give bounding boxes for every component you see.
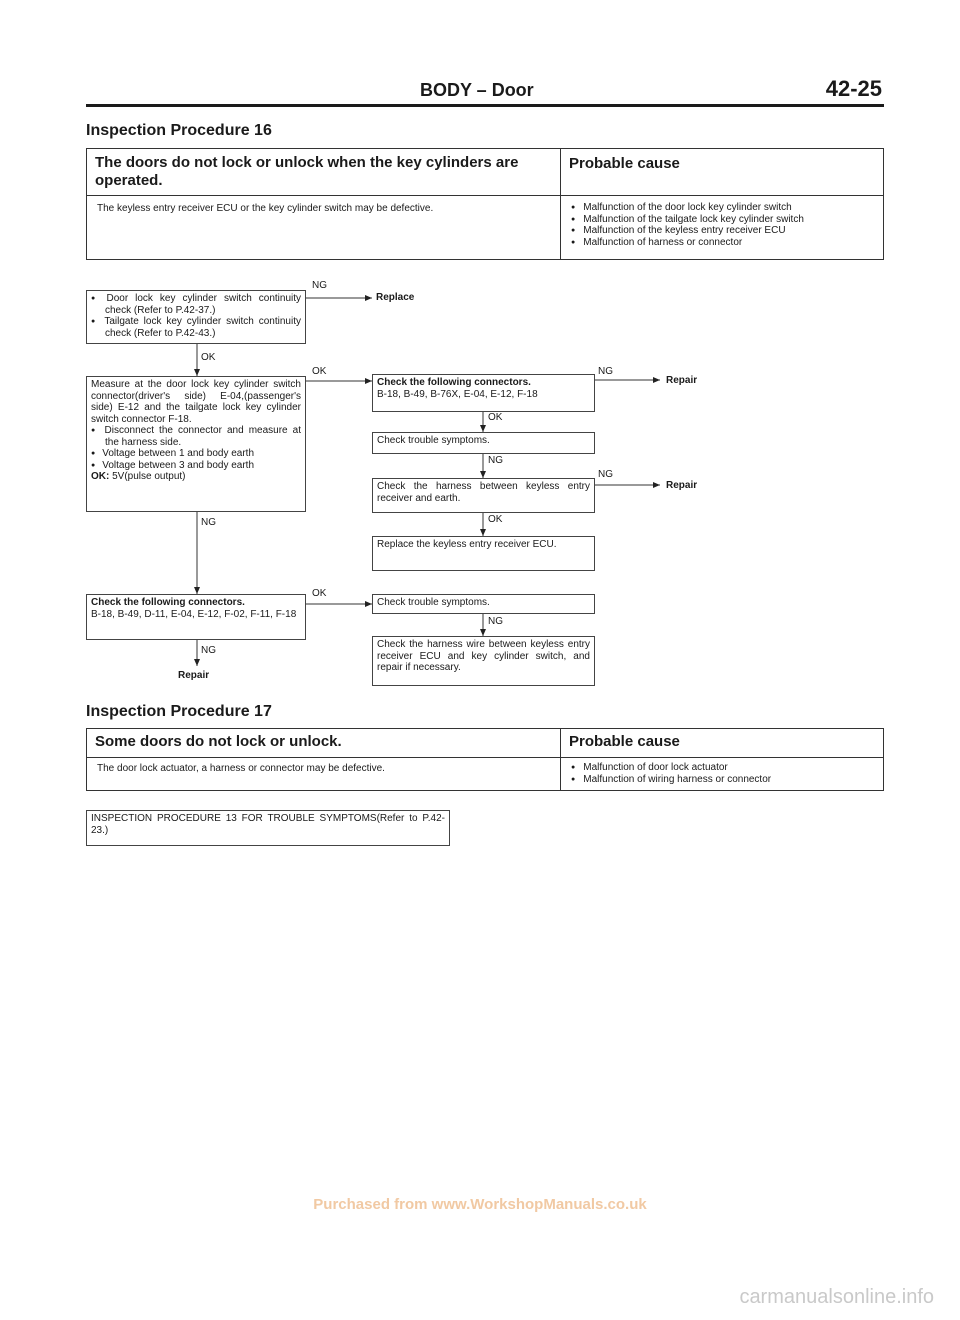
procedure-16-symptom: The doors do not lock or unlock when the key cylinders are operated. — [95, 154, 519, 189]
procedure-17-description: The door lock actuator, a harness or connector may be defective. — [97, 763, 385, 774]
procedure-17-title: Inspection Procedure 17 — [86, 703, 272, 720]
procedure-17-reference — [86, 810, 450, 846]
repair-result: Repair — [178, 670, 210, 681]
section-title: BODY – Door — [420, 80, 534, 100]
purchase-watermark: Purchased from www.WorkshopManuals.co.uk — [313, 1196, 647, 1213]
step-text: Check trouble symptoms. — [377, 597, 490, 608]
page-number: 42-25 — [825, 76, 882, 101]
table-divider — [87, 757, 883, 758]
step-item: ● Tailgate lock key cylinder switch continuity check (Refer to P.42-43.) — [91, 316, 301, 339]
step-text: Replace the keyless entry receiver ECU. — [377, 539, 557, 550]
procedure-17-cause-heading: Probable cause — [569, 733, 680, 750]
ng-label: NG — [201, 517, 216, 528]
procedure-17-symptom: Some doors do not lock or unlock. — [95, 733, 342, 750]
ng-label: NG — [201, 645, 216, 656]
connector-list: B-18, B-49, D-11, E-04, E-12, F-02, F-11, F-18 — [91, 608, 297, 620]
procedure-17-table — [86, 728, 884, 791]
cause-item: ● Malfunction of the keyless entry receiver ECU — [571, 225, 804, 237]
ok-label: OK — [201, 352, 216, 363]
ok-spec-label: OK: — [91, 471, 110, 482]
connector-list: B-18, B-49, B-76X, E-04, E-12, F-18 — [377, 388, 538, 400]
cause-item: ● Malfunction of wiring harness or connector — [571, 774, 771, 786]
step-title: Check the following connectors. — [377, 377, 531, 388]
step-text: Check trouble symptoms. — [377, 435, 490, 446]
replace-result: Replace — [376, 292, 415, 303]
procedure-16-cause-heading: Probable cause — [569, 155, 680, 172]
step-replace-receiver-ecu — [372, 536, 595, 571]
site-watermark: carmanualsonline.info — [739, 1286, 934, 1308]
ng-label: NG — [488, 616, 503, 627]
cause-item: ● Malfunction of the door lock key cylinder switch — [571, 202, 804, 214]
ng-label: NG — [598, 366, 613, 377]
procedure-17-cause-list — [571, 762, 771, 785]
step-check-connectors — [372, 374, 595, 412]
procedure-16-title: Inspection Procedure 16 — [86, 122, 272, 139]
step-title: Check the following connectors. — [91, 597, 245, 608]
step-text: Check the harness between keyless entry receiver and earth. — [377, 481, 590, 504]
repair-result: Repair — [666, 375, 698, 386]
step-check-harness-wire — [372, 636, 595, 686]
cause-item: ● Malfunction of door lock actuator — [571, 762, 771, 774]
step-measure-switch-connector — [86, 376, 306, 512]
step-check-connectors-2 — [86, 594, 306, 640]
cause-item: ● Malfunction of harness or connector — [571, 237, 804, 249]
step-key-cylinder-continuity-check — [86, 290, 306, 344]
ok-label: OK — [488, 412, 503, 423]
ng-label: NG — [312, 280, 327, 291]
ok-label: OK — [312, 366, 327, 377]
step-text: Check the harness wire between keyless entry receiver ECU and key cylinder switch, and repair if necessary. — [377, 639, 590, 673]
ok-spec-value: 5V(pulse output) — [112, 471, 186, 482]
step-check-trouble-symptoms — [372, 432, 595, 454]
repair-result: Repair — [666, 480, 698, 491]
ng-label: NG — [598, 469, 613, 480]
ok-label: OK — [488, 514, 503, 525]
cause-item: ● Malfunction of the tailgate lock key cylinder switch — [571, 214, 804, 226]
step-check-trouble-symptoms-2 — [372, 594, 595, 614]
reference-text: INSPECTION PROCEDURE 13 FOR TROUBLE SYMPTOMS(Refer to P.42-23.) — [91, 813, 445, 836]
step-check-harness-earth — [372, 478, 595, 513]
procedure-16-description: The keyless entry receiver ECU or the key cylinder switch may be defective. — [97, 203, 434, 214]
step-item: ● Door lock key cylinder switch continuity check (Refer to P.42-37.) — [91, 293, 301, 316]
table-column-divider — [560, 729, 561, 790]
step-text: Measure at the door lock key cylinder switch connector(driver's side) E-04,(passenger's side) E-12 and the tailgate lock key cylinder switch connector F-18. — [91, 379, 301, 425]
step-item: ● Voltage between 3 and body earth — [91, 460, 301, 472]
step-item: ● Voltage between 1 and body earth — [91, 448, 301, 460]
step-item: ● Disconnect the connector and measure at the harness side. — [91, 425, 301, 448]
ng-label: NG — [488, 455, 503, 466]
ok-label: OK — [312, 588, 327, 599]
